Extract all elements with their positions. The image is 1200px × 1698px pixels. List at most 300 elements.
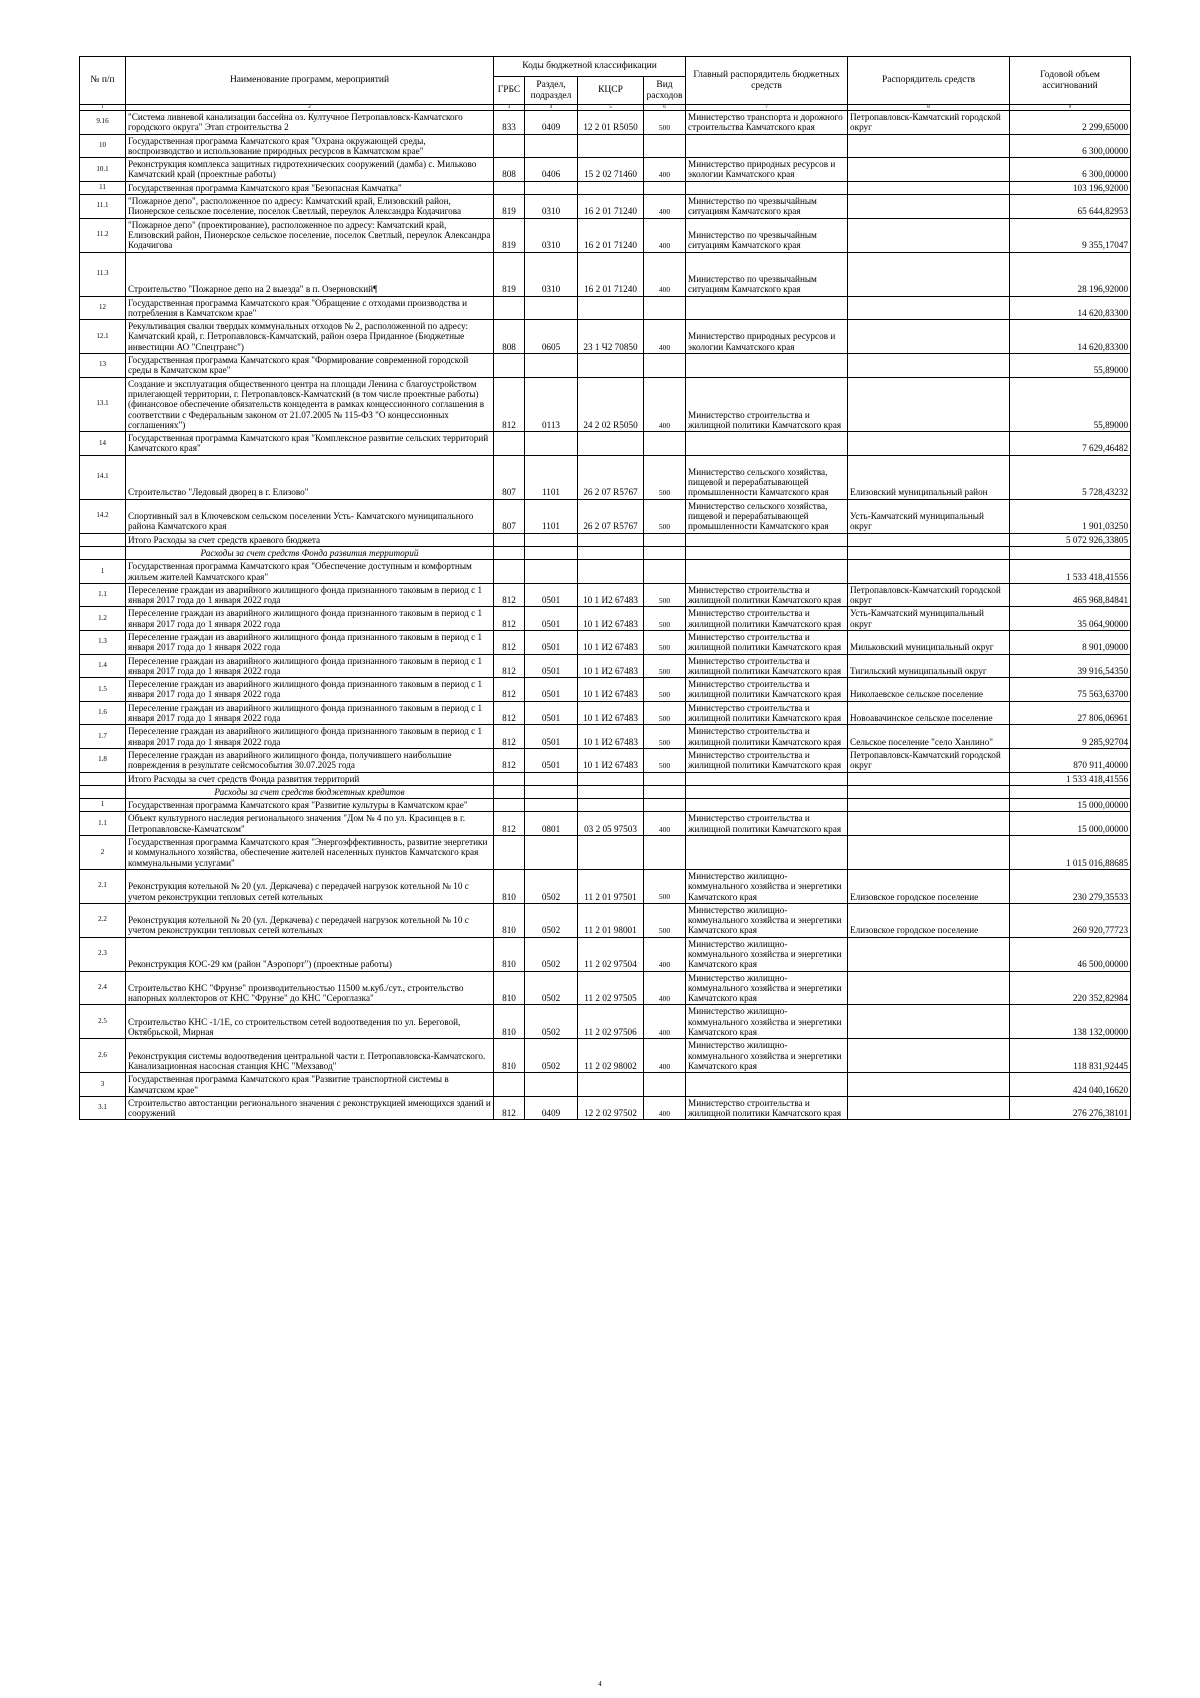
row-distributor: Елизовское городское поселение	[848, 869, 1010, 903]
header-number: № п/п	[80, 57, 126, 105]
row-distributor	[848, 158, 1010, 182]
row-razdel: 0501	[525, 583, 578, 607]
program-amount: 1 533 418,41556	[1010, 560, 1131, 584]
row-distributor: Петропавловск-Камчатский городской округ	[848, 583, 1010, 607]
table-row	[80, 971, 1131, 1005]
row-number: 2.6	[80, 1039, 126, 1073]
table-row	[80, 111, 1131, 135]
program-row	[80, 432, 1131, 456]
empty-cell	[578, 181, 644, 194]
empty-cell	[686, 772, 848, 785]
row-vid: 500	[644, 701, 686, 725]
row-amount: 55,89000	[1010, 377, 1131, 431]
empty-cell	[578, 799, 644, 812]
row-name: Строительство КНС "Фрунзе" производительностью 11500 м.куб./сут., строительство напорных коллекторов от КНС "Фрунзе" до КНС "Сероглазка"	[126, 971, 494, 1005]
total-label: Итого Расходы за счет средств краевого бюджета	[126, 533, 494, 546]
row-grbs: 812	[494, 377, 525, 431]
section-row	[80, 546, 1131, 559]
program-number: 1	[80, 799, 126, 812]
row-name: Рекультивация свалки твердых коммунальных отходов № 2, расположенной по адресу: Камчатский край, г. Петропавловск-Камчатский, район озера Приданное (Бюджетные инвестиции АО "Спецтранс")	[126, 320, 494, 354]
row-name: Переселение граждан из аварийного жилищного фонда признанного таковым в период с 1 января 2017 года до 1 января 2022 года	[126, 607, 494, 631]
row-razdel: 0409	[525, 1096, 578, 1120]
program-name: Государственная программа Камчатского края "Охрана окружающей среды, воспроизводство и использование природных ресурсов в Камчатском крае"	[126, 134, 494, 158]
empty-cell	[525, 836, 578, 870]
row-main-distributor: Министерство строительства и жилищной политики Камчатского края	[686, 725, 848, 749]
row-number: 2.2	[80, 903, 126, 937]
header-distributor: Распорядитель средств	[848, 57, 1010, 105]
row-amount: 1 901,03250	[1010, 499, 1131, 533]
row-razdel: 0409	[525, 111, 578, 135]
empty-cell	[80, 533, 126, 546]
row-number: 1.6	[80, 701, 126, 725]
program-number: 12	[80, 296, 126, 320]
row-distributor	[848, 937, 1010, 971]
row-number: 13.1	[80, 377, 126, 431]
section-row	[80, 785, 1131, 798]
program-name: Государственная программа Камчатского края "Обеспечение доступным и комфортным жильем жителей Камчатского края"	[126, 560, 494, 584]
table-row	[80, 937, 1131, 971]
row-number: 11.1	[80, 195, 126, 219]
row-kcsr: 03 2 05 97503	[578, 812, 644, 836]
row-main-distributor: Министерство строительства и жилищной политики Камчатского края	[686, 630, 848, 654]
program-number: 1	[80, 560, 126, 584]
row-vid: 500	[644, 607, 686, 631]
row-name: Реконструкция комплекса защитных гидротехнических сооружений (дамба) с. Мильково Камчатский край (проектные работы)	[126, 158, 494, 182]
empty-cell	[494, 785, 525, 798]
row-amount: 65 644,82953	[1010, 195, 1131, 219]
empty-cell	[1010, 546, 1131, 559]
empty-cell	[644, 134, 686, 158]
row-main-distributor: Министерство строительства и жилищной политики Камчатского края	[686, 377, 848, 431]
table-row	[80, 320, 1131, 354]
table-row	[80, 654, 1131, 678]
row-number: 1.8	[80, 748, 126, 772]
row-kcsr: 15 2 02 71460	[578, 158, 644, 182]
table-row	[80, 607, 1131, 631]
row-vid: 400	[644, 937, 686, 971]
empty-cell	[525, 432, 578, 456]
table-row	[80, 678, 1131, 702]
row-vid: 500	[644, 630, 686, 654]
row-distributor	[848, 812, 1010, 836]
empty-cell	[578, 1073, 644, 1097]
empty-cell	[494, 560, 525, 584]
empty-cell	[578, 432, 644, 456]
program-row	[80, 296, 1131, 320]
row-amount: 138 132,00000	[1010, 1005, 1131, 1039]
row-number: 3.1	[80, 1096, 126, 1120]
table-body	[80, 111, 1131, 1120]
row-grbs: 812	[494, 583, 525, 607]
row-number: 2.3	[80, 937, 126, 971]
row-kcsr: 11 2 02 97505	[578, 971, 644, 1005]
row-vid: 400	[644, 377, 686, 431]
row-distributor	[848, 971, 1010, 1005]
row-name: "Пожарное депо", расположенное по адресу: Камчатский край, Елизовский район, Пионерское сельское поселение, поселок Светлый, переулок Александра Кодачигова	[126, 195, 494, 219]
column-number: 2	[126, 105, 494, 111]
table-row	[80, 499, 1131, 533]
empty-cell	[525, 354, 578, 378]
row-number: 1.7	[80, 725, 126, 749]
empty-cell	[578, 546, 644, 559]
row-razdel: 0501	[525, 725, 578, 749]
program-name: Государственная программа Камчатского края "Обращение с отходами производства и потребления в Камчатском крае"	[126, 296, 494, 320]
empty-cell	[686, 296, 848, 320]
empty-cell	[686, 432, 848, 456]
row-amount: 8 901,09000	[1010, 630, 1131, 654]
row-grbs: 810	[494, 971, 525, 1005]
row-amount: 39 916,54350	[1010, 654, 1131, 678]
header-main-distributor: Главный распорядитель бюджетных средств	[686, 57, 848, 105]
row-razdel: 0502	[525, 971, 578, 1005]
empty-cell	[494, 836, 525, 870]
row-main-distributor: Министерство по чрезвычайным ситуациям Камчатского края	[686, 252, 848, 296]
row-amount: 230 279,35533	[1010, 869, 1131, 903]
row-number: 2.4	[80, 971, 126, 1005]
row-razdel: 1101	[525, 455, 578, 499]
program-name: Государственная программа Камчатского края "Энергоэффективность, развитие энергетики и коммунального хозяйства, обеспечение жителей населенных пунктов Камчатского края коммунальными услугами"	[126, 836, 494, 870]
row-grbs: 808	[494, 158, 525, 182]
row-razdel: 0501	[525, 654, 578, 678]
row-main-distributor: Министерство строительства и жилищной политики Камчатского края	[686, 678, 848, 702]
column-number: 7	[686, 105, 848, 111]
row-vid: 400	[644, 1039, 686, 1073]
row-number: 10.1	[80, 158, 126, 182]
row-main-distributor: Министерство жилищно-коммунального хозяйства и энергетики Камчатского края	[686, 937, 848, 971]
row-name: Реконструкция системы водоотведения центральной части г. Петропавловска-Камчатского. Канализационная насосная станция КНС "Мехзавод"	[126, 1039, 494, 1073]
row-main-distributor: Министерство строительства и жилищной политики Камчатского края	[686, 701, 848, 725]
row-number: 2.1	[80, 869, 126, 903]
row-amount: 14 620,83300	[1010, 320, 1131, 354]
row-distributor: Николаевское сельское поселение	[848, 678, 1010, 702]
row-main-distributor: Министерство жилищно-коммунального хозяйства и энергетики Камчатского края	[686, 903, 848, 937]
header-amount: Годовой объем ассигнований	[1010, 57, 1131, 105]
row-kcsr: 10 1 И2 67483	[578, 678, 644, 702]
row-main-distributor: Министерство природных ресурсов и экологии Камчатского края	[686, 320, 848, 354]
row-vid: 500	[644, 748, 686, 772]
row-razdel: 0501	[525, 701, 578, 725]
empty-cell	[644, 533, 686, 546]
row-razdel: 0501	[525, 678, 578, 702]
row-number: 11.2	[80, 218, 126, 252]
row-distributor	[848, 1039, 1010, 1073]
row-vid: 400	[644, 320, 686, 354]
row-amount: 35 064,90000	[1010, 607, 1131, 631]
row-name: "Пожарное депо" (проектирование), расположенное по адресу: Камчатский край, Елизовский район, Пионерское сельское поселение, поселок Светлый, переулок Александра Кодачигова	[126, 218, 494, 252]
section-title: Расходы за счет средств бюджетных кредитов	[126, 785, 494, 798]
table-row	[80, 1005, 1131, 1039]
row-name: Реконструкция КОС-29 км (район "Аэропорт") (проектные работы)	[126, 937, 494, 971]
row-vid: 400	[644, 1096, 686, 1120]
row-name: Переселение граждан из аварийного жилищного фонда, получившего наибольшие повреждения в результате сейсмособытия 30.07.2025 года	[126, 748, 494, 772]
empty-cell	[578, 785, 644, 798]
program-amount: 424 040,16620	[1010, 1073, 1131, 1097]
row-razdel: 0310	[525, 252, 578, 296]
empty-cell	[525, 296, 578, 320]
row-name: Строительство автостанции регионального значения с реконструкцией имеющихся зданий и сооружений	[126, 1096, 494, 1120]
row-kcsr: 10 1 И2 67483	[578, 583, 644, 607]
row-razdel: 0310	[525, 195, 578, 219]
program-row	[80, 134, 1131, 158]
section-title: Расходы за счет средств Фонда развития территорий	[126, 546, 494, 559]
row-kcsr: 10 1 И2 67483	[578, 701, 644, 725]
empty-cell	[644, 785, 686, 798]
row-distributor	[848, 195, 1010, 219]
empty-cell	[848, 785, 1010, 798]
total-row	[80, 533, 1131, 546]
empty-cell	[494, 799, 525, 812]
row-distributor: Мильковский муниципальный округ	[848, 630, 1010, 654]
row-main-distributor: Министерство строительства и жилищной политики Камчатского края	[686, 1096, 848, 1120]
program-number: 3	[80, 1073, 126, 1097]
row-razdel: 0502	[525, 903, 578, 937]
row-vid: 500	[644, 455, 686, 499]
row-number: 1.4	[80, 654, 126, 678]
column-number: 8	[848, 105, 1010, 111]
table-row	[80, 252, 1131, 296]
row-number: 14.1	[80, 455, 126, 499]
empty-cell	[578, 354, 644, 378]
header-kcsr: КЦСР	[578, 77, 644, 105]
header-name: Наименование программ, мероприятий	[126, 57, 494, 105]
empty-cell	[848, 836, 1010, 870]
row-razdel: 0501	[525, 630, 578, 654]
row-distributor: Сельское поселение "село Ханлино"	[848, 725, 1010, 749]
empty-cell	[644, 181, 686, 194]
row-kcsr: 10 1 И2 67483	[578, 607, 644, 631]
row-number: 1.5	[80, 678, 126, 702]
empty-cell	[578, 533, 644, 546]
empty-cell	[525, 799, 578, 812]
row-name: Реконструкция котельной № 20 (ул. Деркачева) с передачей нагрузок котельной № 10 с учетом реконструкции тепловых сетей котельных	[126, 903, 494, 937]
row-kcsr: 23 1 Ч2 70850	[578, 320, 644, 354]
program-name: Государственная программа Камчатского края "Развитие культуры в Камчатском крае"	[126, 799, 494, 812]
row-name: Создание и эксплуатация общественного центра на площади Ленина с благоустройством прилегающей территории, г. Петропавловск-Камчатский (в том числе проектные работы) (финансовое обеспечение обязательств концедента в рамках концессионного соглашения в соответствии с Федеральным законом от 21.07.2005 № 115-ФЗ "О концессионных соглашениях")	[126, 377, 494, 431]
empty-cell	[686, 799, 848, 812]
row-vid: 500	[644, 111, 686, 135]
row-vid: 500	[644, 725, 686, 749]
table-row	[80, 377, 1131, 431]
empty-cell	[525, 533, 578, 546]
empty-cell	[848, 772, 1010, 785]
empty-cell	[644, 560, 686, 584]
empty-cell	[494, 134, 525, 158]
program-row	[80, 354, 1131, 378]
row-amount: 5 728,43232	[1010, 455, 1131, 499]
empty-cell	[525, 1073, 578, 1097]
row-grbs: 812	[494, 678, 525, 702]
row-razdel: 1101	[525, 499, 578, 533]
row-vid: 500	[644, 654, 686, 678]
row-amount: 220 352,82984	[1010, 971, 1131, 1005]
row-number: 2.5	[80, 1005, 126, 1039]
row-kcsr: 11 2 02 98002	[578, 1039, 644, 1073]
row-grbs: 810	[494, 1039, 525, 1073]
row-name: "Система ливневой канализации бассейна оз. Култучное Петропавловск-Камчатского городского округа" Этап строительства 2	[126, 111, 494, 135]
row-amount: 276 276,38101	[1010, 1096, 1131, 1120]
column-number: 5	[578, 105, 644, 111]
empty-cell	[1010, 785, 1131, 798]
row-main-distributor: Министерство строительства и жилищной политики Камчатского края	[686, 583, 848, 607]
row-name: Переселение граждан из аварийного жилищного фонда признанного таковым в период с 1 января 2017 года до 1 января 2022 года	[126, 654, 494, 678]
row-main-distributor: Министерство сельского хозяйства, пищевой и перерабатывающей промышленности Камчатского края	[686, 499, 848, 533]
row-kcsr: 10 1 И2 67483	[578, 630, 644, 654]
row-grbs: 833	[494, 111, 525, 135]
row-razdel: 0501	[525, 607, 578, 631]
row-distributor: Новоавачинское сельское поселение	[848, 701, 1010, 725]
column-number: 6	[644, 105, 686, 111]
row-vid: 400	[644, 158, 686, 182]
row-kcsr: 26 2 07 R5767	[578, 455, 644, 499]
empty-cell	[848, 799, 1010, 812]
table-row	[80, 869, 1131, 903]
empty-cell	[686, 354, 848, 378]
program-name: Государственная программа Камчатского края "Комплексное развитие сельских территорий Камчатского края"	[126, 432, 494, 456]
page-number: 4	[598, 1680, 602, 1688]
row-main-distributor: Министерство жилищно-коммунального хозяйства и энергетики Камчатского края	[686, 971, 848, 1005]
row-name: Переселение граждан из аварийного жилищного фонда признанного таковым в период с 1 января 2017 года до 1 января 2022 года	[126, 678, 494, 702]
empty-cell	[848, 296, 1010, 320]
row-main-distributor: Министерство природных ресурсов и экологии Камчатского края	[686, 158, 848, 182]
row-name: Переселение граждан из аварийного жилищного фонда признанного таковым в период с 1 января 2017 года до 1 января 2022 года	[126, 630, 494, 654]
empty-cell	[525, 546, 578, 559]
header-razdel: Раздел, подраздел	[525, 77, 578, 105]
program-row	[80, 1073, 1131, 1097]
row-distributor: Тигильский муниципальный округ	[848, 654, 1010, 678]
row-grbs: 810	[494, 869, 525, 903]
empty-cell	[525, 772, 578, 785]
program-number: 2	[80, 836, 126, 870]
column-number: 3	[494, 105, 525, 111]
program-amount: 103 196,92000	[1010, 181, 1131, 194]
row-main-distributor: Министерство строительства и жилищной политики Камчатского края	[686, 812, 848, 836]
row-kcsr: 16 2 01 71240	[578, 195, 644, 219]
row-vid: 400	[644, 218, 686, 252]
row-kcsr: 11 2 01 97501	[578, 869, 644, 903]
total-row	[80, 772, 1131, 785]
column-number: 1	[80, 105, 126, 111]
program-name: Государственная программа Камчатского края "Формирование современной городской среды в Камчатском крае"	[126, 354, 494, 378]
empty-cell	[644, 546, 686, 559]
row-vid: 400	[644, 1005, 686, 1039]
row-vid: 500	[644, 583, 686, 607]
empty-cell	[644, 772, 686, 785]
row-razdel: 0605	[525, 320, 578, 354]
program-number: 10	[80, 134, 126, 158]
program-amount: 7 629,46482	[1010, 432, 1131, 456]
empty-cell	[494, 432, 525, 456]
empty-cell	[578, 134, 644, 158]
empty-cell	[80, 785, 126, 798]
row-vid: 400	[644, 252, 686, 296]
empty-cell	[686, 533, 848, 546]
table-row	[80, 195, 1131, 219]
empty-cell	[80, 772, 126, 785]
total-amount: 5 072 926,33805	[1010, 533, 1131, 546]
row-distributor	[848, 252, 1010, 296]
empty-cell	[686, 836, 848, 870]
empty-cell	[686, 1073, 848, 1097]
row-amount: 260 920,77723	[1010, 903, 1131, 937]
row-number: 1.1	[80, 583, 126, 607]
row-main-distributor: Министерство транспорта и дорожного строительства Камчатского края	[686, 111, 848, 135]
table-row	[80, 455, 1131, 499]
row-main-distributor: Министерство строительства и жилищной политики Камчатского края	[686, 748, 848, 772]
row-vid: 400	[644, 971, 686, 1005]
row-distributor	[848, 320, 1010, 354]
row-razdel: 0502	[525, 937, 578, 971]
empty-cell	[686, 560, 848, 584]
row-razdel: 0406	[525, 158, 578, 182]
row-name: Реконструкция котельной № 20 (ул. Деркачева) с передачей нагрузок котельной № 10 с учетом реконструкции тепловых сетей котельных	[126, 869, 494, 903]
row-razdel: 0502	[525, 1039, 578, 1073]
row-name: Строительство КНС -1/1Е, со строительством сетей водоотведения по ул. Береговой, Октябрьской, Мирная	[126, 1005, 494, 1039]
empty-cell	[525, 134, 578, 158]
budget-table	[79, 56, 1131, 1120]
row-kcsr: 24 2 02 R5050	[578, 377, 644, 431]
row-vid: 400	[644, 195, 686, 219]
program-row	[80, 181, 1131, 194]
row-razdel: 0113	[525, 377, 578, 431]
row-amount: 9 285,92704	[1010, 725, 1131, 749]
row-grbs: 810	[494, 903, 525, 937]
row-number: 1.2	[80, 607, 126, 631]
table-row	[80, 701, 1131, 725]
empty-cell	[644, 1073, 686, 1097]
empty-cell	[848, 181, 1010, 194]
empty-cell	[494, 1073, 525, 1097]
empty-cell	[686, 785, 848, 798]
empty-cell	[644, 296, 686, 320]
row-number: 9.16	[80, 111, 126, 135]
empty-cell	[686, 134, 848, 158]
header-grbs: ГРБС	[494, 77, 525, 105]
row-grbs: 810	[494, 937, 525, 971]
table-row	[80, 1096, 1131, 1120]
row-amount: 28 196,92000	[1010, 252, 1131, 296]
row-main-distributor: Министерство строительства и жилищной политики Камчатского края	[686, 607, 848, 631]
empty-cell	[686, 546, 848, 559]
table-row	[80, 218, 1131, 252]
row-number: 11.3	[80, 252, 126, 296]
header-codes: Коды бюджетной классификации	[494, 57, 686, 77]
row-razdel: 0801	[525, 812, 578, 836]
program-number: 14	[80, 432, 126, 456]
empty-cell	[525, 181, 578, 194]
program-amount: 14 620,83300	[1010, 296, 1131, 320]
row-name: Переселение граждан из аварийного жилищного фонда признанного таковым в период с 1 января 2017 года до 1 января 2022 года	[126, 725, 494, 749]
row-grbs: 810	[494, 1005, 525, 1039]
empty-cell	[848, 432, 1010, 456]
empty-cell	[494, 533, 525, 546]
row-razdel: 0501	[525, 748, 578, 772]
program-amount: 6 300,00000	[1010, 134, 1131, 158]
program-name: Государственная программа Камчатского края "Развитие транспортной системы в Камчатском крае"	[126, 1073, 494, 1097]
row-grbs: 819	[494, 195, 525, 219]
row-distributor: Усть-Камчатский муниципальный округ	[848, 499, 1010, 533]
column-number: 4	[525, 105, 578, 111]
row-distributor	[848, 218, 1010, 252]
empty-cell	[578, 836, 644, 870]
row-distributor: Елизовское городское поселение	[848, 903, 1010, 937]
empty-cell	[494, 354, 525, 378]
table-row	[80, 903, 1131, 937]
total-amount: 1 533 418,41556	[1010, 772, 1131, 785]
empty-cell	[494, 296, 525, 320]
row-amount: 465 968,84841	[1010, 583, 1131, 607]
row-number: 14.2	[80, 499, 126, 533]
empty-cell	[848, 560, 1010, 584]
